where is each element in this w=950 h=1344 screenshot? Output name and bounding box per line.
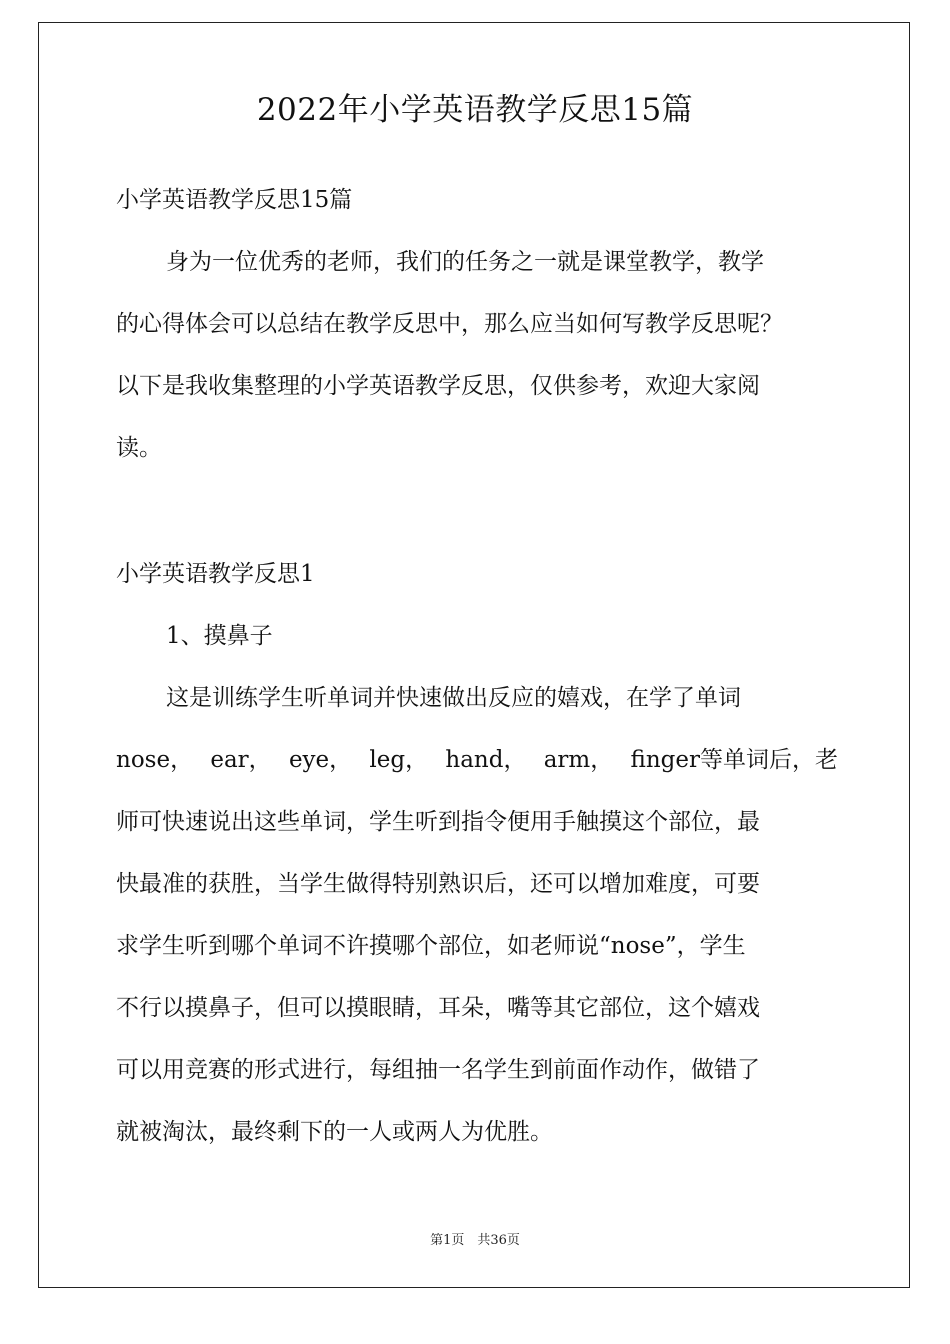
document-subtitle: 小学英语教学反思15篇: [116, 187, 353, 213]
word-arm: arm，: [543, 747, 614, 773]
word-ear: ear，: [210, 747, 272, 773]
body-line-5: 求学生听到哪个单词不许摸哪个部位，如老师说“nose”，学生: [116, 933, 746, 959]
document-title: 2022年小学英语教学反思15篇: [256, 92, 694, 128]
word-hand: hand，: [445, 747, 527, 773]
intro-line-1: 身为一位优秀的老师，我们的任务之一就是课堂教学，教学: [166, 249, 764, 275]
body-line-6: 不行以摸鼻子，但可以摸眼睛，耳朵，嘴等其它部位，这个嬉戏: [116, 995, 760, 1021]
body-line-4: 快最准的获胜，当学生做得特别熟识后，还可以增加难度，可要: [116, 871, 760, 897]
body-line-1: 这是训练学生听单词并快速做出反应的嬉戏，在学了单词: [166, 685, 741, 711]
page-number-footer: 第1页 共36页: [430, 1233, 520, 1248]
body-line-3: 师可快速说出这些单词，学生听到指令便用手触摸这个部位，最: [116, 809, 760, 835]
body-line-8: 就被淘汰，最终剩下的一人或两人为优胜。: [116, 1119, 553, 1145]
word-finger: finger等单词后，老: [630, 747, 838, 773]
body-line-7: 可以用竞赛的形式进行，每组抽一名学生到前面作动作，做错了: [116, 1057, 760, 1083]
intro-line-2: 的心得体会可以总结在教学反思中，那么应当如何写教学反思呢？: [116, 311, 783, 337]
word-leg: leg，: [369, 747, 429, 773]
word-nose: nose，: [116, 747, 194, 773]
word-eye: eye，: [288, 747, 353, 773]
intro-line-4: 读。: [116, 435, 162, 461]
section-heading: 小学英语教学反思1: [116, 561, 315, 587]
item-heading: 1、摸鼻子: [166, 623, 273, 649]
body-word-list-line: [116, 744, 838, 776]
intro-line-3: 以下是我收集整理的小学英语教学反思，仅供参考，欢迎大家阅: [116, 373, 760, 399]
